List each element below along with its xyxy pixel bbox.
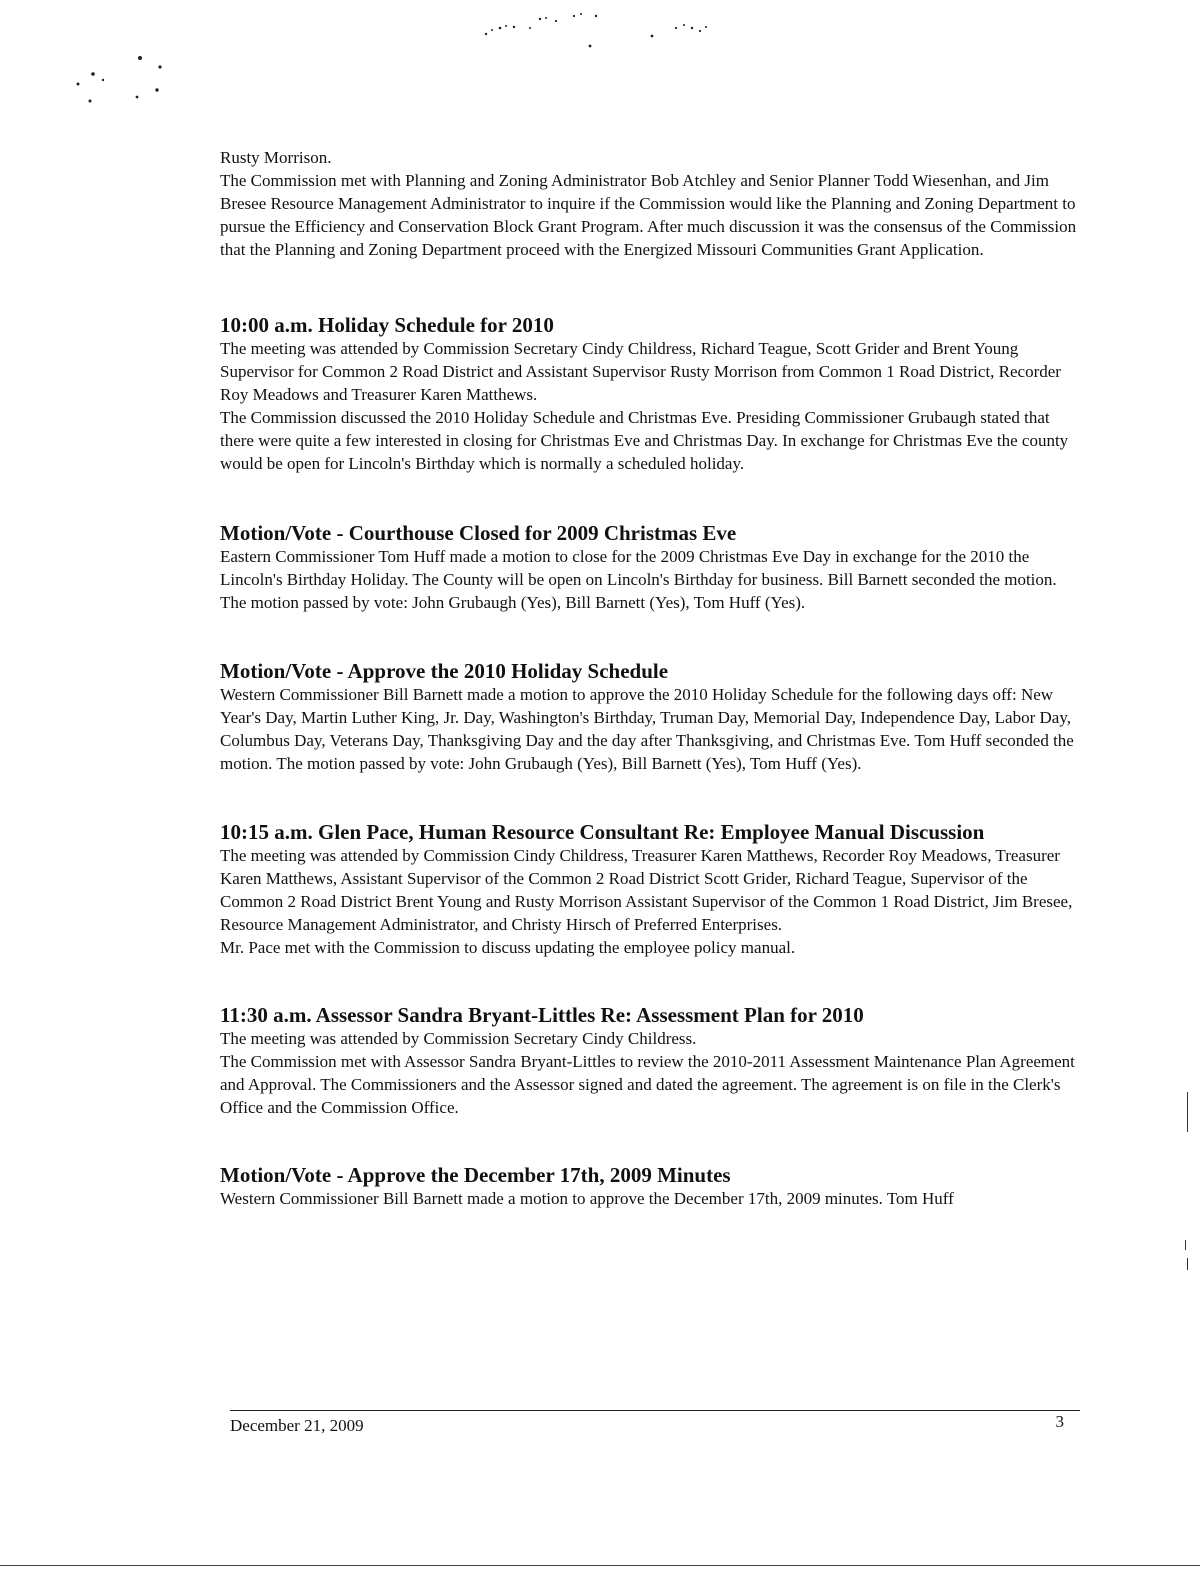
section-heading: Motion/Vote - Approve the December 17th, 2009 Minutes xyxy=(220,1163,731,1187)
section-paragraph: The Commission discussed the 2010 Holiday Schedule and Christmas Eve. Presiding Commissioner Grubaugh stated that there were quite a few interested in closing for Christmas Eve and Christmas Day. In exchange for Christmas Eve the county would be open for Lincoln's Birthday which is normally a scheduled holiday. xyxy=(220,408,1069,473)
section-paragraph: Eastern Commissioner Tom Huff made a motion to close for the 2009 Christmas Eve Day in exchange for the 2010 the Lincoln's Birthday Holiday. The County will be open on Lincoln's Birthday for business. Bill Barnett seconded the motion. The motion passed by vote: John Grubaugh (Yes), Bill Barnett (Yes), Tom Huff (Yes). xyxy=(220,547,1057,612)
margin-mark xyxy=(1187,1092,1188,1132)
section-heading: Motion/Vote - Approve the 2010 Holiday Schedule xyxy=(220,659,669,683)
section-motion-christmas-eve xyxy=(220,521,1080,614)
intro-paragraph: Rusty Morrison. xyxy=(220,148,332,167)
intro-block xyxy=(220,146,1080,261)
section-paragraph: Mr. Pace met with the Commission to discuss updating the employee policy manual. xyxy=(220,938,796,957)
section-heading: Motion/Vote - Courthouse Closed for 2009 Christmas Eve xyxy=(220,521,737,545)
section-paragraph: The meeting was attended by Commission Cindy Childress, Treasurer Karen Matthews, Recorder Roy Meadows, Treasurer Karen Matthews, Assistant Supervisor of the Common 2 Road District Scott Grider, Richard Teague, Supervisor of the Common 2 Road District Brent Young and Rusty Morrison Assistant Supervisor of the Common 1 Road District, Jim Bresee, Resource Management Administrator, and Christy Hirsch of Preferred Enterprises. xyxy=(220,846,1073,934)
page-number: 3 xyxy=(1055,1412,1064,1431)
section-paragraph: The meeting was attended by Commission Secretary Cindy Childress, Richard Teague, Scott Grider and Brent Young Supervisor for Common 2 Road District and Assistant Supervisor Rusty Morrison from Common 1 Road District, Recorder Roy Meadows and Treasurer Karen Matthews. xyxy=(220,339,1061,404)
section-holiday-schedule xyxy=(220,313,1080,475)
section-employee-manual xyxy=(220,820,1080,959)
intro-paragraph: The Commission met with Planning and Zoning Administrator Bob Atchley and Senior Planner Todd Wiesenhan, and Jim Bresee Resource Management Administrator to inquire if the Commission would like the Planning and Zoning Department to pursue the Efficiency and Conservation Block Grant Program. After much discussion it was the consensus of the Commission that the Planning and Zoning Department proceed with the Energized Missouri Communities Grant Application. xyxy=(220,171,1077,259)
section-assessment-plan xyxy=(220,1003,1080,1119)
scan-edge-line xyxy=(0,1565,1200,1566)
document-body xyxy=(220,146,1080,1210)
footer-date: December 21, 2009 xyxy=(230,1416,364,1435)
section-heading: 10:15 a.m. Glen Pace, Human Resource Consultant Re: Employee Manual Discussion xyxy=(220,820,985,844)
scan-specks xyxy=(0,0,1200,130)
section-motion-minutes xyxy=(220,1163,1080,1210)
section-paragraph: Western Commissioner Bill Barnett made a motion to approve the 2010 Holiday Schedule for the following days off: New Year's Day, Martin Luther King, Jr. Day, Washington's Birthday, Truman Day, Memorial Day, Independence Day, Labor Day, Columbus Day, Veterans Day, Thanksgiving Day and the day after Thanksgiving, and Christmas Eve. Tom Huff seconded the motion. The motion passed by vote: John Grubaugh (Yes), Bill Barnett (Yes), Tom Huff (Yes). xyxy=(220,685,1074,773)
section-heading: 11:30 a.m. Assessor Sandra Bryant-Littles Re: Assessment Plan for 2010 xyxy=(220,1003,864,1027)
section-paragraph: The meeting was attended by Commission Secretary Cindy Childress. xyxy=(220,1029,697,1048)
margin-mark xyxy=(1187,1258,1188,1270)
section-paragraph: The Commission met with Assessor Sandra Bryant-Littles to review the 2010-2011 Assessment Maintenance Plan Agreement and Approval. The Commissioners and the Assessor signed and dated the agreement. The agreement is on file in the Clerk's Office and the Commission Office. xyxy=(220,1052,1075,1117)
section-paragraph: Western Commissioner Bill Barnett made a motion to approve the December 17th, 2009 minutes. Tom Huff xyxy=(220,1189,954,1208)
section-heading: 10:00 a.m. Holiday Schedule for 2010 xyxy=(220,313,554,337)
section-motion-holiday-schedule xyxy=(220,659,1080,775)
page-footer xyxy=(230,1410,1080,1435)
margin-mark xyxy=(1185,1240,1186,1250)
